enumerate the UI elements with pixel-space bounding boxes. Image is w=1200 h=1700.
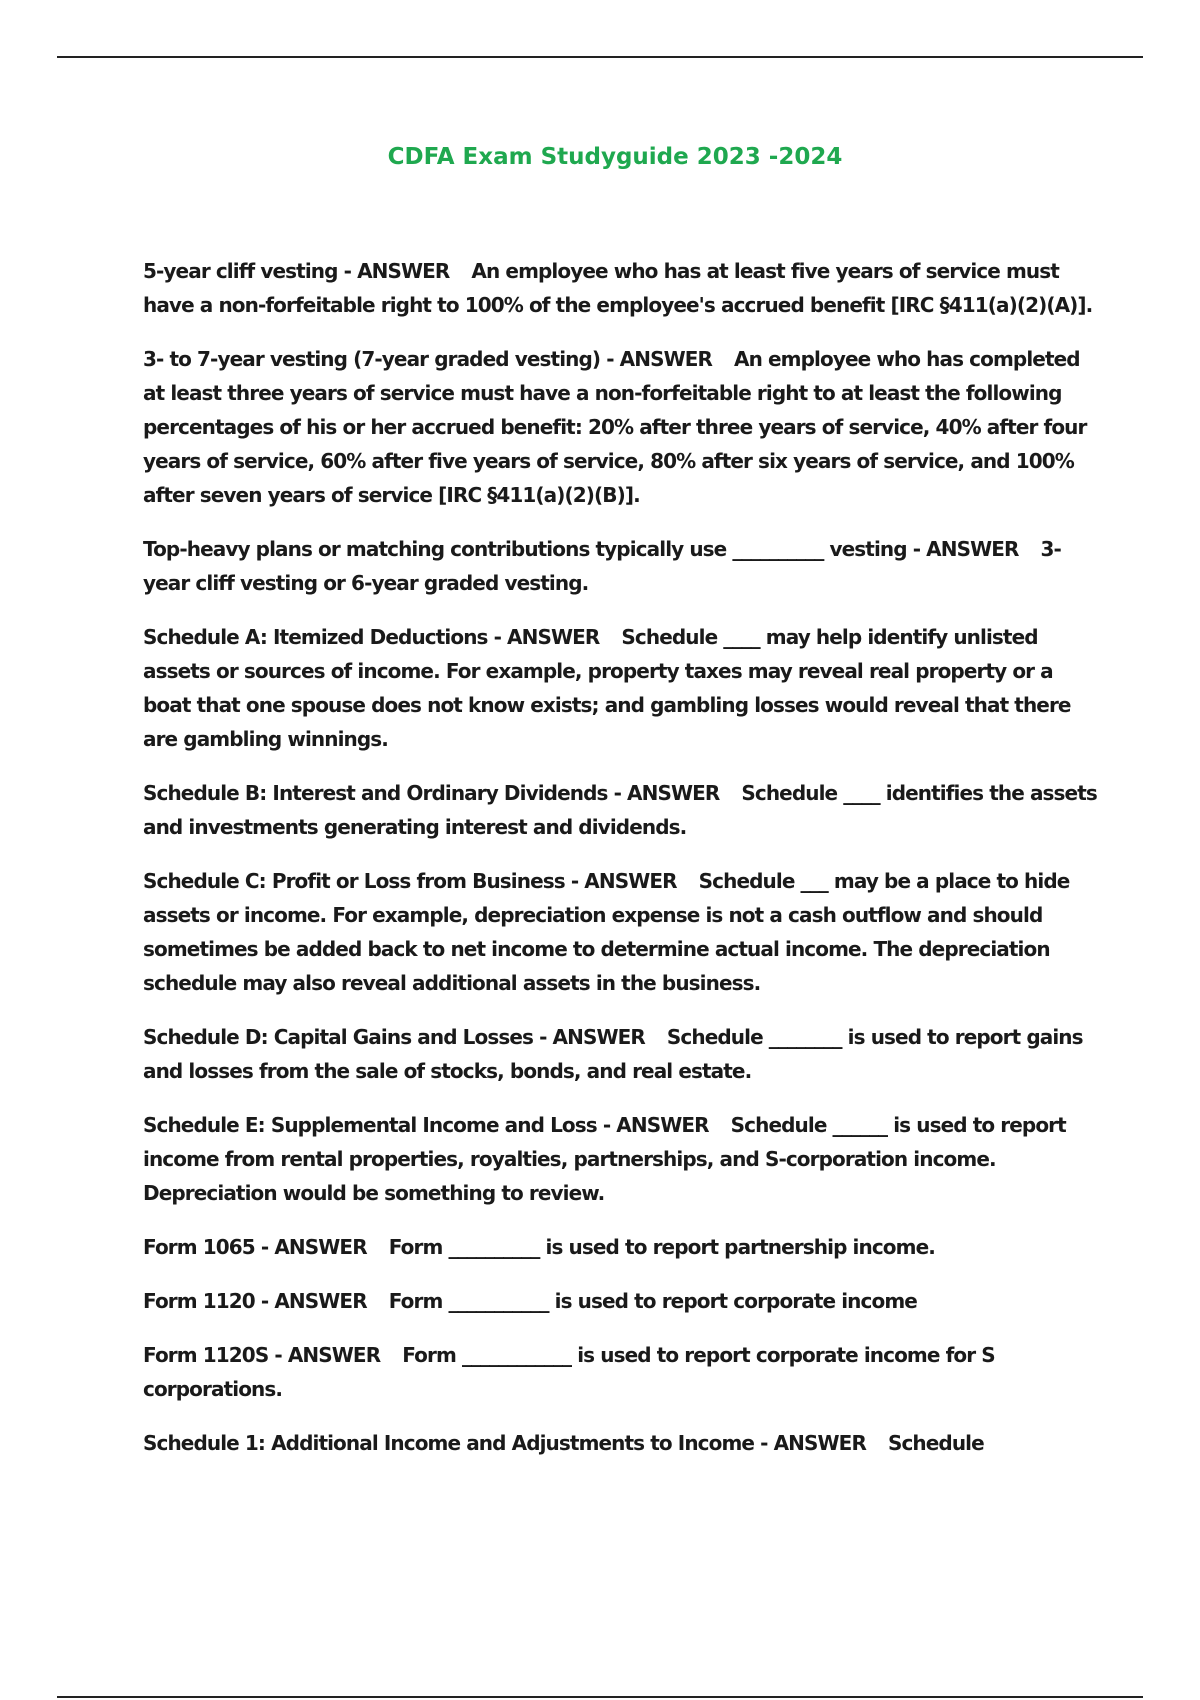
answer-text: Form __________ is used to report partnership income. — [388, 1235, 935, 1259]
qa-entry — [143, 1020, 1098, 1088]
answer-text: 3-year cliff vesting or 6-year graded vesting. — [143, 537, 1061, 595]
question-text: Schedule D: Capital Gains and Losses - ANSWER — [143, 1025, 645, 1049]
question-text: Schedule E: Supplemental Income and Loss - ANSWER — [143, 1113, 709, 1137]
answer-text: Schedule ___ may be a place to hide assets or income. For example, depreciation expense is not a cash outflow and should sometimes be added back to net income to determine actual income. The depreciation schedule may also reveal additional assets in the business. — [143, 869, 1070, 995]
answer-text: Schedule ____ identifies the assets and investments generating interest and dividends. — [143, 781, 1097, 839]
question-text: Schedule 1: Additional Income and Adjustments to Income - ANSWER — [143, 1431, 866, 1455]
answer-text: Schedule ________ is used to report gains and losses from the sale of stocks, bonds, and real estate. — [143, 1025, 1083, 1083]
qa-entry — [143, 776, 1098, 844]
question-text: Form 1120S - ANSWER — [143, 1343, 381, 1367]
qa-entry — [143, 532, 1098, 600]
answer-text: Form ____________ is used to report corporate income for S corporations. — [143, 1343, 995, 1401]
answer-text: Schedule — [887, 1431, 984, 1455]
answer-text: An employee who has completed at least three years of service must have a non-forfeitable right to at least the following percentages of his or her accrued benefit: 20% after three years of service, 40% after four years of service, 60% after five years of service, 80% after six years of service, and 100% after seven years of service [IRC §411(a)(2)(B)]. — [143, 347, 1087, 507]
question-text: Top-heavy plans or matching contributions typically use __________ vesting - ANSWER — [143, 537, 1019, 561]
qa-entry — [143, 620, 1098, 756]
document-body — [143, 254, 1098, 1480]
page-title: CDFA Exam Studyguide 2023 -2024 — [387, 144, 843, 170]
question-text: Schedule C: Profit or Loss from Business - ANSWER — [143, 869, 677, 893]
answer-text: Form ___________ is used to report corporate income — [388, 1289, 917, 1313]
question-text: Schedule B: Interest and Ordinary Dividends - ANSWER — [143, 781, 720, 805]
answer-text: An employee who has at least five years of service must have a non-forfeitable right to 100% of the employee's accrued benefit [IRC §411(a)(2)(A)]. — [143, 259, 1093, 317]
question-text: 3- to 7-year vesting (7-year graded vesting) - ANSWER — [143, 347, 713, 371]
qa-entry — [143, 864, 1098, 1000]
qa-entry — [143, 1230, 1098, 1264]
qa-entry — [143, 1338, 1098, 1406]
question-text: Form 1065 - ANSWER — [143, 1235, 367, 1259]
footer-rule — [57, 1696, 1143, 1698]
answer-text: Schedule ____ may help identify unlisted assets or sources of income. For example, property taxes may reveal real property or a boat that one spouse does not know exists; and gambling losses would reveal that there are gambling winnings. — [143, 625, 1071, 751]
question-text: Schedule A: Itemized Deductions - ANSWER — [143, 625, 600, 649]
qa-entry — [143, 254, 1098, 322]
header-rule — [57, 56, 1143, 58]
question-text: 5-year cliff vesting - ANSWER — [143, 259, 450, 283]
qa-entry — [143, 1108, 1098, 1210]
answer-text: Schedule ______ is used to report income from rental properties, royalties, partnerships, and S-corporation income. Depreciation would be something to review. — [143, 1113, 1066, 1205]
qa-entry — [143, 342, 1098, 512]
qa-entry — [143, 1284, 1098, 1318]
question-text: Form 1120 - ANSWER — [143, 1289, 367, 1313]
qa-entry — [143, 1426, 1098, 1460]
